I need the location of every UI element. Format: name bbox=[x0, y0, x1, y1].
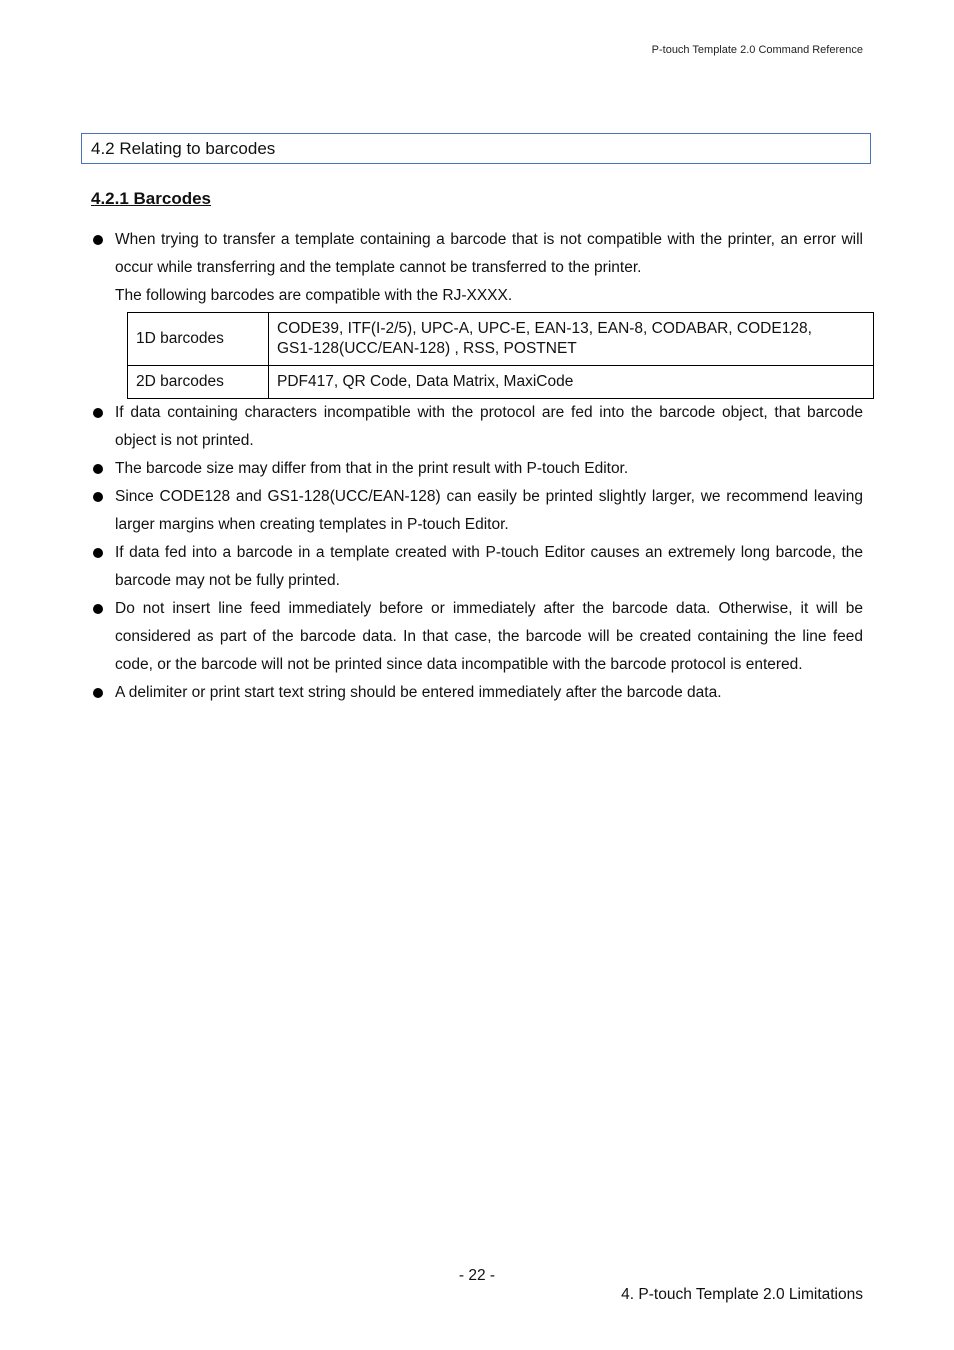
barcode-list-line: GS1-128(UCC/EAN-128) , RSS, POSTNET bbox=[277, 340, 577, 357]
barcode-list-cell bbox=[269, 366, 874, 399]
barcode-notes bbox=[91, 226, 863, 707]
bullet-text: Since CODE128 and GS1-128(UCC/EAN-128) can easily be printed slightly larger, we recommend leaving larger margins when creating templates in P-touch Editor. bbox=[115, 488, 863, 533]
bullet-item bbox=[91, 483, 863, 539]
barcode-type-cell: 2D barcodes bbox=[128, 366, 269, 399]
bullet-text: The barcode size may differ from that in the print result with P-touch Editor. bbox=[115, 460, 629, 477]
running-footer: 4. P-touch Template 2.0 Limitations bbox=[621, 1286, 863, 1303]
page-number: - 22 - bbox=[458, 1267, 496, 1284]
barcode-type-cell: 1D barcodes bbox=[128, 313, 269, 366]
subsection-title: 4.2.1 Barcodes bbox=[91, 189, 212, 208]
bullet-item bbox=[91, 226, 863, 310]
bullet-text: If data containing characters incompatible with the protocol are fed into the barcode object, that barcode object is not printed. bbox=[115, 404, 863, 449]
barcode-list-cell bbox=[269, 313, 874, 366]
bullet-item bbox=[91, 455, 863, 483]
bullet-text: If data fed into a barcode in a template created with P-touch Editor causes an extremely long barcode, the barcode may not be fully printed. bbox=[115, 544, 863, 589]
table-row bbox=[128, 313, 874, 366]
compat-note: The following barcodes are compatible with the RJ-XXXX. bbox=[115, 287, 513, 304]
bullet-text: Do not insert line feed immediately before or immediately after the barcode data. Otherwise, it will be considered as part of the barcode data. In that case, the barcode will be created containing the line feed code, or the barcode will not be printed since data incompatible with the barcode protocol is entered. bbox=[115, 600, 863, 673]
bullet-item bbox=[91, 539, 863, 595]
section-title: 4.2 Relating to barcodes bbox=[91, 138, 276, 158]
running-header: P-touch Template 2.0 Command Reference bbox=[651, 44, 863, 56]
section-heading bbox=[81, 133, 871, 164]
compat-table bbox=[127, 312, 874, 399]
bullet-item bbox=[91, 399, 863, 455]
bullet-item bbox=[91, 679, 863, 707]
bullet-item bbox=[91, 595, 863, 679]
bullet-text: A delimiter or print start text string should be entered immediately after the barcode data. bbox=[115, 684, 722, 701]
table-row bbox=[128, 366, 874, 399]
barcode-list-line: PDF417, QR Code, Data Matrix, MaxiCode bbox=[277, 373, 574, 390]
bullet-text: When trying to transfer a template containing a barcode that is not compatible with the printer, an error will occur while transferring and the template cannot be transferred to the printer. bbox=[115, 231, 863, 276]
barcode-list-line: CODE39, ITF(I-2/5), UPC-A, UPC-E, EAN-13, EAN-8, CODABAR, CODE128, bbox=[277, 320, 812, 337]
